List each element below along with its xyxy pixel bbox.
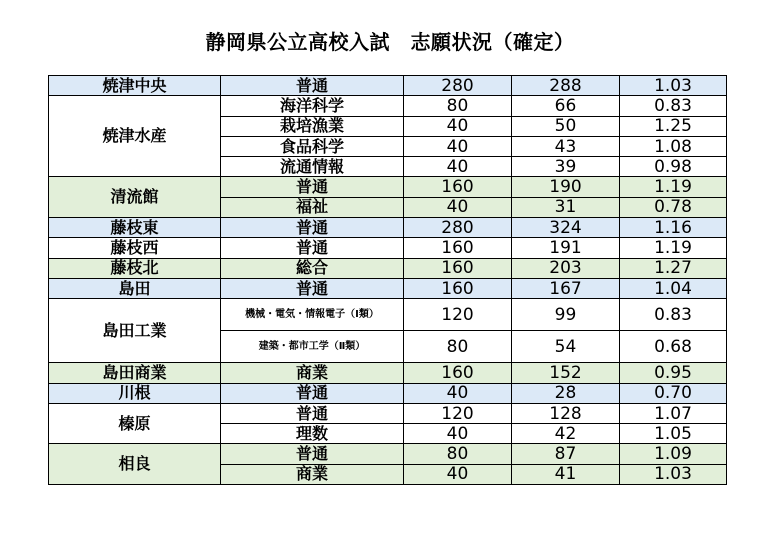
applicants-cell: 152 (512, 363, 620, 383)
capacity-cell: 160 (404, 258, 512, 278)
capacity-cell: 160 (404, 238, 512, 258)
capacity-cell: 40 (404, 424, 512, 444)
capacity-cell: 40 (404, 383, 512, 403)
application-status-table (48, 75, 727, 485)
ratio-cell: 1.08 (620, 136, 727, 156)
school-name-cell: 川根 (49, 383, 221, 403)
course-cell: 普通 (221, 403, 404, 423)
course-cell: 普通 (221, 383, 404, 403)
ratio-cell: 1.03 (620, 76, 727, 96)
table-row (49, 363, 727, 383)
table-row (49, 177, 727, 197)
ratio-cell: 0.83 (620, 96, 727, 116)
table-row (49, 76, 727, 96)
applicants-cell: 87 (512, 444, 620, 464)
applicants-cell: 167 (512, 278, 620, 298)
applicants-cell: 31 (512, 197, 620, 217)
course-cell: 総合 (221, 258, 404, 278)
capacity-cell: 80 (404, 331, 512, 363)
school-name-cell: 榛原 (49, 403, 221, 444)
table-row (49, 383, 727, 403)
course-cell: 機械・電気・情報電子（Ⅰ類） (221, 299, 404, 331)
table-row (49, 403, 727, 423)
course-cell: 普通 (221, 444, 404, 464)
course-cell: 商業 (221, 464, 404, 484)
school-name-cell: 藤枝東 (49, 218, 221, 238)
course-cell: 普通 (221, 218, 404, 238)
applicants-cell: 28 (512, 383, 620, 403)
school-name-cell: 相良 (49, 444, 221, 485)
course-cell: 海洋科学 (221, 96, 404, 116)
ratio-cell: 1.05 (620, 424, 727, 444)
applicants-cell: 39 (512, 157, 620, 177)
school-name-cell: 島田 (49, 278, 221, 298)
applicants-cell: 66 (512, 96, 620, 116)
capacity-cell: 280 (404, 76, 512, 96)
capacity-cell: 120 (404, 299, 512, 331)
capacity-cell: 40 (404, 116, 512, 136)
ratio-cell: 1.16 (620, 218, 727, 238)
ratio-cell: 0.98 (620, 157, 727, 177)
table-row (49, 299, 727, 331)
applicants-cell: 324 (512, 218, 620, 238)
ratio-cell: 1.09 (620, 444, 727, 464)
capacity-cell: 280 (404, 218, 512, 238)
table-row (49, 278, 727, 298)
course-cell: 商業 (221, 363, 404, 383)
page-title: 静岡県公立高校入試 志願状況（確定） (205, 30, 575, 54)
course-cell: 栽培漁業 (221, 116, 404, 136)
school-name-cell: 藤枝西 (49, 238, 221, 258)
course-cell: 普通 (221, 238, 404, 258)
school-name-cell: 島田工業 (49, 299, 221, 363)
course-cell: 普通 (221, 177, 404, 197)
course-cell: 建築・都市工学（Ⅱ類） (221, 331, 404, 363)
applicants-cell: 42 (512, 424, 620, 444)
ratio-cell: 0.83 (620, 299, 727, 331)
school-name-cell: 焼津中央 (49, 76, 221, 96)
table-row (49, 258, 727, 278)
school-name-cell: 島田商業 (49, 363, 221, 383)
capacity-cell: 160 (404, 278, 512, 298)
table-row (49, 444, 727, 464)
ratio-cell: 1.27 (620, 258, 727, 278)
course-cell: 福祉 (221, 197, 404, 217)
course-cell: 普通 (221, 76, 404, 96)
ratio-cell: 1.25 (620, 116, 727, 136)
ratio-cell: 0.70 (620, 383, 727, 403)
capacity-cell: 40 (404, 197, 512, 217)
applicants-cell: 54 (512, 331, 620, 363)
capacity-cell: 80 (404, 444, 512, 464)
school-name-cell: 焼津水産 (49, 96, 221, 177)
school-name-cell: 藤枝北 (49, 258, 221, 278)
ratio-cell: 1.03 (620, 464, 727, 484)
applicants-cell: 203 (512, 258, 620, 278)
capacity-cell: 160 (404, 363, 512, 383)
course-cell: 理数 (221, 424, 404, 444)
table-row (49, 96, 727, 116)
capacity-cell: 40 (404, 464, 512, 484)
ratio-cell: 1.19 (620, 177, 727, 197)
capacity-cell: 40 (404, 136, 512, 156)
course-cell: 普通 (221, 278, 404, 298)
course-cell: 食品科学 (221, 136, 404, 156)
ratio-cell: 1.07 (620, 403, 727, 423)
table-body (49, 76, 727, 485)
capacity-cell: 40 (404, 157, 512, 177)
school-name-cell: 清流館 (49, 177, 221, 218)
ratio-cell: 1.19 (620, 238, 727, 258)
applicants-cell: 288 (512, 76, 620, 96)
applicants-cell: 190 (512, 177, 620, 197)
capacity-cell: 80 (404, 96, 512, 116)
capacity-cell: 160 (404, 177, 512, 197)
course-cell: 流通情報 (221, 157, 404, 177)
ratio-cell: 0.68 (620, 331, 727, 363)
applicants-cell: 128 (512, 403, 620, 423)
applicants-cell: 43 (512, 136, 620, 156)
ratio-cell: 0.95 (620, 363, 727, 383)
applicants-cell: 50 (512, 116, 620, 136)
ratio-cell: 1.04 (620, 278, 727, 298)
applicants-cell: 191 (512, 238, 620, 258)
applicants-cell: 41 (512, 464, 620, 484)
table-row (49, 238, 727, 258)
applicants-cell: 99 (512, 299, 620, 331)
capacity-cell: 120 (404, 403, 512, 423)
table-row (49, 218, 727, 238)
ratio-cell: 0.78 (620, 197, 727, 217)
